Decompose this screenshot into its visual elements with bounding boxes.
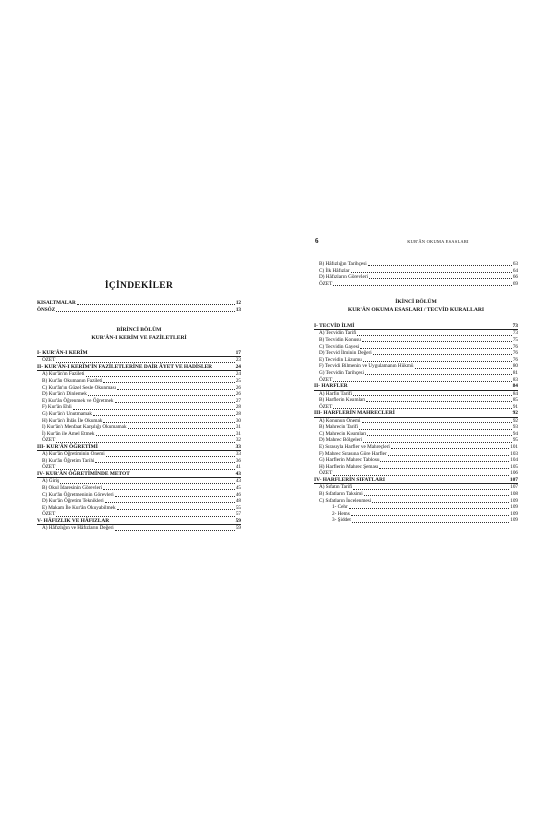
- toc-entry-page: 93: [512, 424, 518, 431]
- toc-entry-label: B) Mahrecin Tarifi: [319, 424, 359, 431]
- section-2-number: İKİNCİ BÖLÜM: [395, 299, 437, 305]
- dot-leader: [73, 409, 235, 410]
- toc-entry-label: A) Sıfatın Tarifi: [319, 484, 353, 491]
- toc-entry-page: 104: [510, 457, 518, 464]
- toc-entry-page: 66: [512, 274, 518, 281]
- dot-leader: [388, 455, 510, 456]
- toc-entry: [314, 397, 518, 404]
- toc-entry-label: F) Mahrec Sırasına Göre Harfler: [319, 450, 387, 457]
- toc-entry-page: 75: [512, 336, 518, 343]
- toc-entry-label: ÖZET: [319, 280, 333, 287]
- dot-leader: [353, 489, 509, 490]
- toc-entry: [314, 363, 518, 370]
- toc-entry-page: 103: [510, 450, 518, 457]
- dot-leader: [380, 461, 509, 462]
- toc-entry-label: 1- Cehr: [332, 504, 348, 511]
- dot-leader: [93, 415, 235, 416]
- toc-chapter-entry: [37, 471, 241, 478]
- toc-entry-page: 12: [235, 300, 241, 306]
- toc-entry-page: 43: [235, 470, 241, 477]
- toc-entry-label: ÖZET: [42, 437, 56, 444]
- toc-entry-page: 76: [512, 356, 518, 363]
- toc-entry-page: 84: [512, 382, 518, 389]
- dot-leader: [367, 435, 512, 436]
- toc-entry: [314, 337, 518, 344]
- toc-entry-page: 24: [235, 363, 241, 370]
- dot-leader: [77, 304, 235, 305]
- page-number: 6: [315, 237, 319, 245]
- toc-entry-page: 45: [235, 485, 241, 492]
- dot-leader: [373, 354, 512, 355]
- toc-entry-label: ÖZET: [42, 357, 56, 364]
- dot-leader: [391, 448, 509, 449]
- toc-entry-label: B) Sıfatların Taksimi: [319, 491, 363, 498]
- toc-chapter-entry: [314, 383, 518, 390]
- toc-entry-label: H) Harflerin Mahrec Şeması: [319, 463, 379, 470]
- toc-entry-label: ÖZET: [319, 376, 333, 383]
- dot-leader: [88, 395, 235, 396]
- toc-entry-label: C) Kur'ân Öğretmeninin Görevleri: [42, 491, 114, 498]
- toc-entry-page: 92: [512, 417, 518, 424]
- toc-entry-page: 26: [235, 391, 241, 398]
- toc-entry-page: 107: [509, 476, 518, 483]
- dot-leader: [86, 376, 235, 377]
- toc-entry-page: 33: [235, 451, 241, 458]
- toc-entry-label: D) Kur'ân Öğretim Teknikleri: [42, 498, 104, 505]
- dot-leader: [353, 395, 512, 396]
- toc-entry-label: 3- Şiddet: [332, 517, 351, 524]
- toc-entry: [37, 391, 241, 398]
- toc-entry-label: B) Harflerin Kısımları: [319, 397, 366, 404]
- toc-entry-page: 33: [235, 443, 241, 450]
- toc-entry-page: 105: [510, 463, 518, 470]
- toc-entry-label: B) Tecvidin Konusu: [319, 336, 361, 343]
- dot-leader: [115, 530, 235, 531]
- toc-entry-page: 84: [512, 390, 518, 397]
- toc-entry: [37, 307, 241, 314]
- toc-entry: [314, 444, 518, 451]
- toc-entry-label: A) Kur'ân'ın Fazileti: [42, 371, 85, 378]
- toc-entry-page: 24: [235, 371, 241, 378]
- dot-leader: [117, 509, 235, 510]
- dot-leader: [103, 422, 234, 423]
- toc-entry-label: IV- HARFLERİN SIFATLARI: [314, 476, 385, 483]
- dot-leader: [351, 272, 512, 273]
- toc-entry-page: 55: [235, 504, 241, 511]
- dot-leader: [56, 362, 235, 363]
- toc-entry-label: İ) Kur'ân ile Amel Etmek: [42, 430, 95, 437]
- toc-entry-page: 73: [512, 330, 518, 337]
- toc-entry: [37, 411, 241, 418]
- toc-entry: [37, 458, 241, 465]
- toc-entry-label: G) Kur'ân'ı Unutmamak: [42, 410, 92, 417]
- toc-entry: [37, 451, 241, 458]
- toc-entry-label: IV- KUR'ÂN ÖĞRETİMİNDE METOT: [37, 470, 130, 477]
- toc-entry: [37, 525, 241, 532]
- toc-entry-label: ÖZET: [319, 403, 333, 410]
- toc-entry: [37, 300, 241, 307]
- dot-leader: [360, 348, 512, 349]
- toc-entry-label: A) Konunun Önemi: [319, 417, 361, 424]
- toc-entry-page: 107: [510, 484, 518, 491]
- toc-entry-page: 91: [512, 403, 518, 410]
- dot-leader: [103, 489, 235, 490]
- section-2-title: KUR'ÂN OKUMA ESASLARI / TECVİD KURALLARI: [347, 307, 485, 313]
- dot-leader: [368, 265, 512, 266]
- dot-leader: [351, 515, 509, 516]
- dot-leader: [117, 389, 235, 390]
- toc-entry: [314, 517, 518, 524]
- dot-leader: [115, 496, 235, 497]
- toc-entry-page: 109: [510, 517, 518, 524]
- toc-entry-label: KISALTMALAR: [37, 300, 76, 306]
- toc-entry-label: I) Kur'ân'ı Menfaat Karşılığı Okumamak: [42, 424, 127, 431]
- toc-entry: [37, 498, 241, 505]
- toc-entry-label: A) Hâfızlığın ve Hâfızların Değeri: [42, 525, 114, 532]
- toc-entry: [37, 505, 241, 512]
- toc-entry-page: 32: [235, 437, 241, 444]
- toc-entry: [314, 370, 518, 377]
- dot-leader: [362, 422, 512, 423]
- toc-entry-page: 108: [510, 491, 518, 498]
- toc-entry-label: C) Mahrecin Kısımları: [319, 430, 367, 437]
- toc-entry-page: 25: [235, 377, 241, 384]
- toc-entry-label: V- HÂFIZLIK VE HÂFIZLAR: [37, 517, 110, 524]
- toc-entry-label: D) Tecvid İlminin Değeri: [319, 350, 372, 357]
- section-heading-2: [314, 298, 518, 314]
- toc-entry: [314, 457, 518, 464]
- toc-entry-page: 57: [235, 511, 241, 518]
- dot-leader: [366, 401, 511, 402]
- toc-entry: [314, 330, 518, 337]
- toc-entry-page: 41: [235, 464, 241, 471]
- toc-entry-label: B) Kur'ân Öğretim Tarihi: [42, 457, 95, 464]
- toc-entry-page: 63: [512, 261, 518, 267]
- toc-entry: [314, 281, 518, 288]
- toc-entry: [37, 404, 241, 411]
- toc-entry-label: ÖZET: [319, 470, 333, 477]
- toc-entry-page: 28: [235, 404, 241, 411]
- toc-entry-label: E) Makam İle Kur'ân Okuyabilmek: [42, 504, 116, 511]
- toc-entry-page: 59: [235, 517, 241, 524]
- toc-entry-page: 26: [235, 384, 241, 391]
- dot-leader: [56, 516, 235, 517]
- dot-leader: [352, 522, 509, 523]
- dot-leader: [357, 335, 511, 336]
- toc-entry-page: 28: [235, 410, 241, 417]
- dot-leader: [56, 442, 235, 443]
- dot-leader: [333, 285, 512, 286]
- toc-entry-label: D) Mahrec Bölgeleri: [319, 437, 363, 444]
- toc-entry-page: 80: [512, 363, 518, 370]
- dot-leader: [415, 368, 512, 369]
- toc-list-right-continued: [314, 261, 518, 287]
- toc-list-left: [37, 350, 241, 532]
- right-page: [278, 0, 555, 832]
- dot-leader: [105, 502, 235, 503]
- dot-leader: [365, 374, 512, 375]
- toc-entry: [314, 491, 518, 498]
- toc-entry-page: 109: [510, 510, 518, 517]
- toc-entry-page: 46: [235, 491, 241, 498]
- toc-entry: [314, 504, 518, 511]
- dot-leader: [56, 469, 235, 470]
- dot-leader: [369, 278, 512, 279]
- toc-entry-page: 30: [235, 417, 241, 424]
- toc-entry-page: 23: [235, 357, 241, 364]
- toc-entry-label: III- KUR'ÂN ÖĞRETİMİ: [37, 443, 98, 450]
- toc-entry-page: 83: [512, 376, 518, 383]
- dot-leader: [349, 508, 510, 509]
- dot-leader: [362, 341, 512, 342]
- toc-entry: [37, 424, 241, 431]
- toc-entry-label: E) Kur'ân Öğrenmek ve Öğretmek: [42, 397, 114, 404]
- toc-entry-page: 43: [235, 478, 241, 485]
- dot-leader: [95, 462, 234, 463]
- dot-leader: [128, 428, 235, 429]
- dot-leader: [103, 382, 234, 383]
- toc-entry-page: 31: [235, 430, 241, 437]
- toc-entry-label: II- HARFLER: [314, 382, 348, 389]
- toc-entry-page: 36: [235, 457, 241, 464]
- toc-entry-page: 17: [235, 349, 241, 356]
- toc-list-right: [314, 323, 518, 524]
- toc-entry-page: 109: [510, 504, 518, 511]
- toc-entry-label: 2- Hems: [332, 510, 350, 517]
- toc-entry-label: A) Harfin Tarifi: [319, 390, 352, 397]
- toc-entry: [37, 378, 241, 385]
- toc-title: İÇİNDEKİLER: [104, 281, 174, 291]
- toc-entry-page: 59: [235, 525, 241, 532]
- dot-leader: [333, 408, 512, 409]
- dot-leader: [363, 361, 512, 362]
- toc-entry-label: II- KUR'ÂN-I KERÎM'İN FAZİLETLERİNE DAİR ÂYET VE HADİSLER: [37, 363, 213, 370]
- toc-entry-label: III- HARFLERİN MAHRECLERİ: [314, 410, 395, 417]
- toc-entry-label: C) Sıfatların İncelenmesi: [319, 497, 372, 504]
- toc-entry-label: ÖZET: [42, 464, 56, 471]
- running-title: KUR'ÂN OKUMA ESASLARI: [407, 239, 469, 244]
- dot-leader: [333, 381, 512, 382]
- toc-entry-page: 76: [512, 343, 518, 350]
- dot-leader: [333, 475, 509, 476]
- toc-entry-page: 64: [512, 267, 518, 274]
- toc-entry-label: C) İlk Hâfızlar: [319, 267, 350, 274]
- toc-entry-label: H) Kur'ân'ı İhlâs İle Okumak: [42, 417, 103, 424]
- toc-entry-label: D) Hâfızların Görevleri: [319, 274, 368, 281]
- dot-leader: [359, 429, 512, 430]
- dot-leader: [364, 495, 510, 496]
- toc-entry-page: 95: [512, 437, 518, 444]
- toc-entry-label: G) Tecvidin Tarihçesi: [319, 369, 364, 376]
- toc-entry-label: A) Tecvidin Tarifi: [319, 330, 357, 337]
- toc-entry-label: ÖZET: [42, 511, 56, 518]
- toc-entry-page: 73: [512, 322, 518, 329]
- front-matter-list: [37, 300, 241, 313]
- toc-entry-label: C) Kur'ân'ın Güzel Sesle Okunması: [42, 384, 116, 391]
- toc-entry: [314, 424, 518, 431]
- toc-entry-page: 48: [235, 498, 241, 505]
- toc-entry-page: 101: [510, 444, 518, 451]
- dot-leader: [372, 502, 509, 503]
- toc-entry-page: 27: [235, 397, 241, 404]
- toc-entry-label: B) Hâfızlığın Tarihçesi: [319, 261, 367, 267]
- section-heading-1: [37, 326, 241, 342]
- dot-leader: [96, 435, 235, 436]
- toc-entry-label: E) Sırasıyla Harfler ve Mahreçleri: [319, 444, 390, 451]
- toc-entry-label: B) Kur'ân Okumanın Fazileti: [42, 377, 103, 384]
- toc-entry-page: 92: [512, 410, 518, 417]
- toc-entry: [314, 350, 518, 357]
- toc-entry: [37, 371, 241, 378]
- toc-entry-label: E) Tecvidin Lüzumu: [319, 356, 362, 363]
- toc-entry-page: 76: [512, 350, 518, 357]
- toc-entry: [37, 431, 241, 438]
- toc-entry-page: 31: [235, 424, 241, 431]
- toc-entry: [37, 485, 241, 492]
- toc-chapter-entry: [314, 410, 518, 417]
- dot-leader: [379, 468, 509, 469]
- toc-entry-label: ÖNSÖZ: [37, 306, 56, 313]
- toc-entry-label: I- KUR'ÂN-I KERÎM: [37, 349, 88, 356]
- toc-entry: [314, 511, 518, 518]
- toc-entry: [314, 498, 518, 505]
- section-1-title: KUR'ÂN-I KERİM VE FAZİLETLERİ: [91, 335, 187, 341]
- toc-entry-page: 85: [512, 397, 518, 404]
- toc-entry-label: A) Giriş: [42, 478, 60, 485]
- dot-leader: [60, 483, 235, 484]
- toc-entry-page: 13: [235, 306, 241, 313]
- toc-entry-label: F) Kur'ân Ehli: [42, 404, 72, 411]
- toc-entry: [314, 261, 518, 268]
- toc-entry-label: D) Kur'ân'ı Dinlemek: [42, 391, 87, 398]
- section-1-number: BİRİNCİ BÖLÜM: [116, 327, 162, 333]
- toc-entry-page: 94: [512, 430, 518, 437]
- dot-leader: [115, 402, 235, 403]
- toc-entry-page: 69: [512, 280, 518, 287]
- dot-leader: [56, 311, 235, 312]
- toc-entry-label: A) Kur'ân Öğretiminin Önemi: [42, 451, 105, 458]
- toc-entry: [314, 274, 518, 281]
- toc-entry-label: I- TECVİD İLMİ: [314, 322, 355, 329]
- toc-entry: [314, 464, 518, 471]
- toc-entry-page: 81: [512, 369, 518, 376]
- toc-entry-label: B) Okul İdaresinin Görevleri: [42, 485, 103, 492]
- toc-entry-page: 109: [510, 497, 518, 504]
- dot-leader: [106, 456, 235, 457]
- dot-leader: [363, 442, 512, 443]
- toc-entry-label: G) Harflerin Mahrec Tablosu: [319, 457, 380, 464]
- toc-entry-page: 106: [510, 470, 518, 477]
- toc-entry-label: C) Tecvidin Gayesi: [319, 343, 360, 350]
- toc-chapter-entry: [37, 350, 241, 357]
- toc-entry-label: F) Tecvidi Bilmenin ve Uygulamanın Hükmü: [319, 363, 414, 370]
